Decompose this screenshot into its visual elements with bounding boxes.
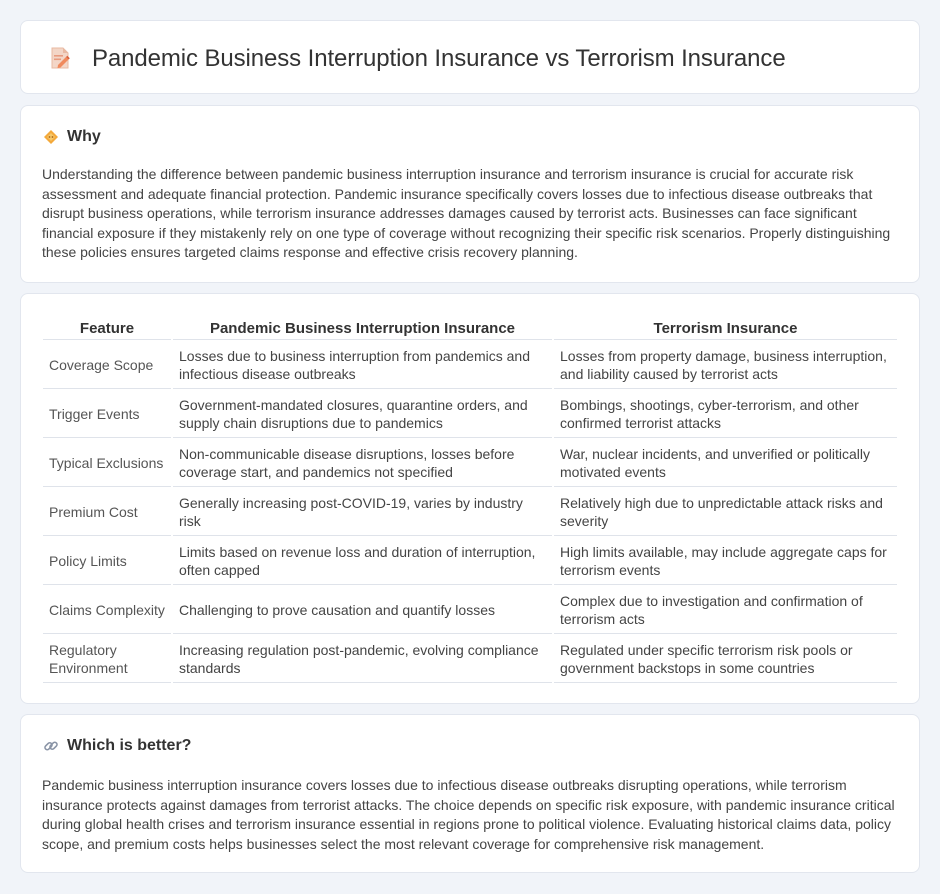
- page-title: Pandemic Business Interruption Insurance vs Terrorism Insurance: [92, 45, 786, 72]
- table-row: [43, 391, 897, 438]
- link-icon: [43, 738, 59, 754]
- terrorism-cell: Complex due to investigation and confirmation of terrorism acts: [554, 587, 897, 634]
- diamond-warning-icon: [43, 129, 59, 145]
- terrorism-cell: High limits available, may include aggregate caps for terrorism events: [554, 538, 897, 585]
- feature-cell: Coverage Scope: [43, 342, 171, 389]
- feature-cell: Typical Exclusions: [43, 440, 171, 487]
- pandemic-cell: Generally increasing post-COVID-19, varies by industry risk: [173, 489, 552, 536]
- terrorism-cell: Relatively high due to unpredictable attack risks and severity: [554, 489, 897, 536]
- table-row: [43, 636, 897, 683]
- table-row: [43, 440, 897, 487]
- feature-cell: Premium Cost: [43, 489, 171, 536]
- feature-cell: Policy Limits: [43, 538, 171, 585]
- which-section: [20, 714, 920, 873]
- feature-cell: Claims Complexity: [43, 587, 171, 634]
- pandemic-cell: Losses due to business interruption from pandemics and infectious disease outbreaks: [173, 342, 552, 389]
- table-row: [43, 587, 897, 634]
- comparison-table-card: [20, 293, 920, 704]
- which-title: Which is better?: [67, 737, 192, 754]
- feature-cell: Trigger Events: [43, 391, 171, 438]
- pandemic-cell: Challenging to prove causation and quantify losses: [173, 587, 552, 634]
- terrorism-cell: War, nuclear incidents, and unverified or politically motivated events: [554, 440, 897, 487]
- header-card: [20, 20, 920, 94]
- column-header-terrorism: Terrorism Insurance: [554, 318, 897, 340]
- column-header-pandemic: Pandemic Business Interruption Insurance: [173, 318, 552, 340]
- pandemic-cell: Increasing regulation post-pandemic, evolving compliance standards: [173, 636, 552, 683]
- why-title: Why: [67, 128, 101, 145]
- which-body: Pandemic business interruption insurance covers losses due to infectious disease outbreaks disrupting operations, while terrorism insurance protects against damages from terrorist attacks. The choice depends on specific risk exposure, with pandemic insurance critical during global health crises and terrorism insurance essential in regions prone to political violence. Evaluating historical claims data, policy scope, and premium costs helps businesses select the most relevant coverage for comprehensive risk management.: [42, 777, 895, 852]
- table-header-row: [43, 318, 897, 340]
- terrorism-cell: Losses from property damage, business interruption, and liability caused by terrorist acts: [554, 342, 897, 389]
- which-heading: [43, 737, 191, 755]
- table-row: [43, 538, 897, 585]
- document-edit-icon: [49, 46, 71, 70]
- terrorism-cell: Regulated under specific terrorism risk pools or government backstops in some countries: [554, 636, 897, 683]
- table-row: [43, 342, 897, 389]
- pandemic-cell: Government-mandated closures, quarantine orders, and supply chain disruptions due to pandemics: [173, 391, 552, 438]
- why-heading: [43, 128, 101, 146]
- column-header-feature: Feature: [43, 318, 171, 340]
- why-body: Understanding the difference between pandemic business interruption insurance and terrorism insurance is crucial for accurate risk assessment and adequate financial protection. Pandemic insurance specifically covers losses due to infectious disease outbreaks that disrupt business operations, while terrorism insurance addresses damages caused by terrorist acts. Businesses can face significant financial exposure if they mistakenly rely on one type of coverage without recognizing their specific risk scenarios. Properly distinguishing these policies ensures targeted claims response and effective crisis recovery planning.: [42, 166, 891, 261]
- feature-cell: Regulatory Environment: [43, 636, 171, 683]
- table-row: [43, 489, 897, 536]
- why-section: [20, 105, 920, 283]
- pandemic-cell: Limits based on revenue loss and duration of interruption, often capped: [173, 538, 552, 585]
- pandemic-cell: Non-communicable disease disruptions, losses before coverage start, and pandemics not specified: [173, 440, 552, 487]
- terrorism-cell: Bombings, shootings, cyber-terrorism, and other confirmed terrorist attacks: [554, 391, 897, 438]
- comparison-table: [41, 316, 899, 685]
